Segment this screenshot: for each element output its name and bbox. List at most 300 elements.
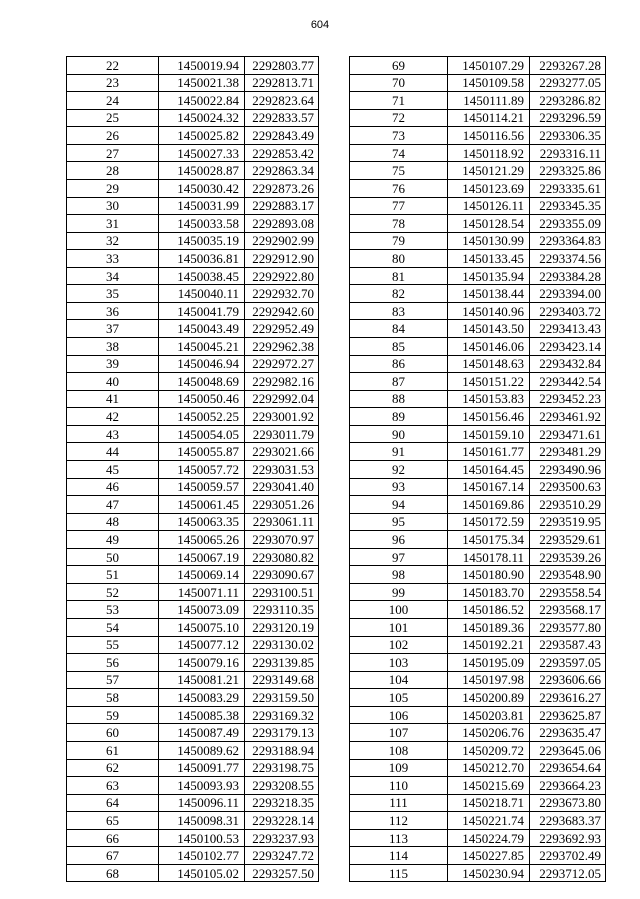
coordinate-x-cell: 1450203.81 bbox=[448, 706, 530, 724]
coordinate-y-cell: 2292992.04 bbox=[245, 390, 319, 408]
table-row bbox=[67, 215, 319, 233]
table-row bbox=[67, 267, 319, 285]
point-number-cell: 106 bbox=[350, 706, 448, 724]
coordinate-y-cell: 2293120.19 bbox=[245, 619, 319, 637]
point-number-cell: 41 bbox=[67, 390, 159, 408]
coordinate-y-cell: 2293673.80 bbox=[530, 794, 606, 812]
point-number-cell: 109 bbox=[350, 759, 448, 777]
coordinate-x-cell: 1450069.14 bbox=[159, 566, 245, 584]
coordinate-x-cell: 1450116.56 bbox=[448, 127, 530, 145]
coordinate-x-cell: 1450096.11 bbox=[159, 794, 245, 812]
point-number-cell: 115 bbox=[350, 864, 448, 882]
coordinate-x-cell: 1450172.59 bbox=[448, 513, 530, 531]
coordinate-x-cell: 1450050.46 bbox=[159, 390, 245, 408]
table-row bbox=[350, 338, 606, 356]
point-number-cell: 96 bbox=[350, 531, 448, 549]
table-row bbox=[350, 390, 606, 408]
coordinate-y-cell: 2293712.05 bbox=[530, 864, 606, 882]
table-row bbox=[67, 794, 319, 812]
point-number-cell: 95 bbox=[350, 513, 448, 531]
coordinate-x-cell: 1450045.21 bbox=[159, 338, 245, 356]
coordinate-y-cell: 2293403.72 bbox=[530, 302, 606, 320]
table-row bbox=[67, 144, 319, 162]
point-number-cell: 32 bbox=[67, 232, 159, 250]
coordinate-y-cell: 2293413.43 bbox=[530, 320, 606, 338]
coordinate-y-cell: 2293558.54 bbox=[530, 583, 606, 601]
coordinate-y-cell: 2293384.28 bbox=[530, 267, 606, 285]
coordinate-y-cell: 2293432.84 bbox=[530, 355, 606, 373]
coordinate-y-cell: 2293692.93 bbox=[530, 829, 606, 847]
point-number-cell: 98 bbox=[350, 566, 448, 584]
table-row bbox=[350, 92, 606, 110]
table-row bbox=[350, 302, 606, 320]
coordinate-y-cell: 2293345.35 bbox=[530, 197, 606, 215]
coordinate-x-cell: 1450043.49 bbox=[159, 320, 245, 338]
table-row bbox=[67, 302, 319, 320]
point-number-cell: 90 bbox=[350, 425, 448, 443]
table-row bbox=[67, 338, 319, 356]
table-row bbox=[67, 654, 319, 672]
table-row bbox=[350, 197, 606, 215]
coordinate-y-cell: 2293577.80 bbox=[530, 619, 606, 637]
table-row bbox=[350, 443, 606, 461]
table-row bbox=[350, 267, 606, 285]
point-number-cell: 56 bbox=[67, 654, 159, 672]
coordinate-x-cell: 1450057.72 bbox=[159, 460, 245, 478]
coordinate-y-cell: 2293041.40 bbox=[245, 478, 319, 496]
coordinate-x-cell: 1450218.71 bbox=[448, 794, 530, 812]
point-number-cell: 104 bbox=[350, 671, 448, 689]
coordinate-y-cell: 2292823.64 bbox=[245, 92, 319, 110]
table-row bbox=[67, 636, 319, 654]
point-number-cell: 45 bbox=[67, 460, 159, 478]
coordinate-y-cell: 2292932.70 bbox=[245, 285, 319, 303]
table-row bbox=[350, 285, 606, 303]
coordinate-x-cell: 1450102.77 bbox=[159, 847, 245, 865]
coordinate-y-cell: 2292922.80 bbox=[245, 267, 319, 285]
point-number-cell: 78 bbox=[350, 215, 448, 233]
coordinate-x-cell: 1450114.21 bbox=[448, 109, 530, 127]
coordinate-x-cell: 1450075.10 bbox=[159, 619, 245, 637]
coordinate-y-cell: 2293442.54 bbox=[530, 373, 606, 391]
table-row bbox=[67, 425, 319, 443]
coordinate-x-cell: 1450107.29 bbox=[448, 57, 530, 75]
coordinate-x-cell: 1450022.84 bbox=[159, 92, 245, 110]
point-number-cell: 102 bbox=[350, 636, 448, 654]
coordinate-y-cell: 2293130.02 bbox=[245, 636, 319, 654]
coordinate-x-cell: 1450148.63 bbox=[448, 355, 530, 373]
coordinate-x-cell: 1450083.29 bbox=[159, 689, 245, 707]
point-number-cell: 23 bbox=[67, 74, 159, 92]
coordinate-y-cell: 2293539.26 bbox=[530, 548, 606, 566]
table-row bbox=[350, 636, 606, 654]
point-number-cell: 111 bbox=[350, 794, 448, 812]
coordinate-y-cell: 2292893.08 bbox=[245, 215, 319, 233]
coordinate-y-cell: 2293481.29 bbox=[530, 443, 606, 461]
table-row bbox=[67, 408, 319, 426]
point-number-cell: 103 bbox=[350, 654, 448, 672]
table-row bbox=[350, 619, 606, 637]
point-number-cell: 75 bbox=[350, 162, 448, 180]
coordinate-y-cell: 2292863.34 bbox=[245, 162, 319, 180]
coordinate-y-cell: 2293635.47 bbox=[530, 724, 606, 742]
coordinate-y-cell: 2293529.61 bbox=[530, 531, 606, 549]
coordinate-y-cell: 2292902.99 bbox=[245, 232, 319, 250]
coordinate-x-cell: 1450169.86 bbox=[448, 496, 530, 514]
coordinate-x-cell: 1450024.32 bbox=[159, 109, 245, 127]
table-row bbox=[67, 812, 319, 830]
point-number-cell: 55 bbox=[67, 636, 159, 654]
coordinate-y-cell: 2293364.83 bbox=[530, 232, 606, 250]
table-row bbox=[350, 777, 606, 795]
coordinate-x-cell: 1450073.09 bbox=[159, 601, 245, 619]
coordinate-x-cell: 1450215.69 bbox=[448, 777, 530, 795]
table-row bbox=[350, 127, 606, 145]
coordinate-x-cell: 1450028.87 bbox=[159, 162, 245, 180]
coordinate-x-cell: 1450167.14 bbox=[448, 478, 530, 496]
coordinate-y-cell: 2293208.55 bbox=[245, 777, 319, 795]
coordinate-y-cell: 2293228.14 bbox=[245, 812, 319, 830]
point-number-cell: 85 bbox=[350, 338, 448, 356]
point-number-cell: 64 bbox=[67, 794, 159, 812]
point-number-cell: 47 bbox=[67, 496, 159, 514]
table-row bbox=[67, 285, 319, 303]
point-number-cell: 87 bbox=[350, 373, 448, 391]
coordinate-y-cell: 2293490.96 bbox=[530, 460, 606, 478]
coordinate-y-cell: 2292972.27 bbox=[245, 355, 319, 373]
coordinate-x-cell: 1450067.19 bbox=[159, 548, 245, 566]
table-row bbox=[350, 829, 606, 847]
coordinate-y-cell: 2292803.77 bbox=[245, 57, 319, 75]
table-row bbox=[67, 232, 319, 250]
coordinate-y-cell: 2293051.26 bbox=[245, 496, 319, 514]
table-row bbox=[350, 478, 606, 496]
coordinate-y-cell: 2293267.28 bbox=[530, 57, 606, 75]
coordinate-x-cell: 1450140.96 bbox=[448, 302, 530, 320]
coordinate-x-cell: 1450054.05 bbox=[159, 425, 245, 443]
table-row bbox=[350, 847, 606, 865]
table-row bbox=[67, 706, 319, 724]
point-number-cell: 43 bbox=[67, 425, 159, 443]
coordinate-y-cell: 2293031.53 bbox=[245, 460, 319, 478]
table-row bbox=[67, 689, 319, 707]
coordinate-x-cell: 1450081.21 bbox=[159, 671, 245, 689]
table-row bbox=[67, 460, 319, 478]
table-row bbox=[350, 215, 606, 233]
point-number-cell: 65 bbox=[67, 812, 159, 830]
coordinate-x-cell: 1450063.35 bbox=[159, 513, 245, 531]
coordinate-x-cell: 1450135.94 bbox=[448, 267, 530, 285]
coordinate-y-cell: 2293325.86 bbox=[530, 162, 606, 180]
point-number-cell: 50 bbox=[67, 548, 159, 566]
coordinate-x-cell: 1450048.69 bbox=[159, 373, 245, 391]
point-number-cell: 58 bbox=[67, 689, 159, 707]
coordinate-x-cell: 1450128.54 bbox=[448, 215, 530, 233]
point-number-cell: 63 bbox=[67, 777, 159, 795]
table-row bbox=[350, 601, 606, 619]
table-row bbox=[67, 777, 319, 795]
table-row bbox=[67, 496, 319, 514]
coordinate-y-cell: 2293011.79 bbox=[245, 425, 319, 443]
point-number-cell: 53 bbox=[67, 601, 159, 619]
table-row bbox=[67, 320, 319, 338]
coordinate-x-cell: 1450209.72 bbox=[448, 741, 530, 759]
coordinate-x-cell: 1450123.69 bbox=[448, 179, 530, 197]
table-row bbox=[350, 654, 606, 672]
coordinate-y-cell: 2293702.49 bbox=[530, 847, 606, 865]
point-number-cell: 68 bbox=[67, 864, 159, 882]
table-row bbox=[350, 250, 606, 268]
coordinate-x-cell: 1450178.11 bbox=[448, 548, 530, 566]
coordinate-x-cell: 1450111.89 bbox=[448, 92, 530, 110]
coordinate-x-cell: 1450151.22 bbox=[448, 373, 530, 391]
coordinate-y-cell: 2293090.67 bbox=[245, 566, 319, 584]
point-number-cell: 22 bbox=[67, 57, 159, 75]
coordinate-y-cell: 2292942.60 bbox=[245, 302, 319, 320]
coordinate-y-cell: 2293374.56 bbox=[530, 250, 606, 268]
table-row bbox=[350, 513, 606, 531]
table-row bbox=[350, 548, 606, 566]
point-number-cell: 51 bbox=[67, 566, 159, 584]
point-number-cell: 48 bbox=[67, 513, 159, 531]
coordinate-x-cell: 1450206.76 bbox=[448, 724, 530, 742]
coordinate-x-cell: 1450118.92 bbox=[448, 144, 530, 162]
coordinate-y-cell: 2293500.63 bbox=[530, 478, 606, 496]
table-row bbox=[67, 109, 319, 127]
table-row bbox=[350, 408, 606, 426]
point-number-cell: 92 bbox=[350, 460, 448, 478]
coordinate-y-cell: 2293461.92 bbox=[530, 408, 606, 426]
table-row bbox=[350, 741, 606, 759]
table-row bbox=[67, 179, 319, 197]
coordinate-x-cell: 1450126.11 bbox=[448, 197, 530, 215]
coordinate-x-cell: 1450230.94 bbox=[448, 864, 530, 882]
coordinate-x-cell: 1450041.79 bbox=[159, 302, 245, 320]
coordinate-y-cell: 2292853.42 bbox=[245, 144, 319, 162]
coordinate-y-cell: 2293237.93 bbox=[245, 829, 319, 847]
point-number-cell: 112 bbox=[350, 812, 448, 830]
coordinate-x-cell: 1450046.94 bbox=[159, 355, 245, 373]
coordinate-x-cell: 1450195.09 bbox=[448, 654, 530, 672]
coordinate-x-cell: 1450033.58 bbox=[159, 215, 245, 233]
coordinate-x-cell: 1450224.79 bbox=[448, 829, 530, 847]
coordinate-x-cell: 1450200.89 bbox=[448, 689, 530, 707]
table-row bbox=[67, 671, 319, 689]
table-row bbox=[67, 566, 319, 584]
coordinate-y-cell: 2293654.64 bbox=[530, 759, 606, 777]
point-number-cell: 24 bbox=[67, 92, 159, 110]
coordinate-y-cell: 2293645.06 bbox=[530, 741, 606, 759]
coordinate-y-cell: 2292843.49 bbox=[245, 127, 319, 145]
table-row bbox=[67, 864, 319, 882]
point-number-cell: 101 bbox=[350, 619, 448, 637]
coordinate-y-cell: 2293568.17 bbox=[530, 601, 606, 619]
table-row bbox=[350, 531, 606, 549]
coordinate-x-cell: 1450153.83 bbox=[448, 390, 530, 408]
coordinate-y-cell: 2293159.50 bbox=[245, 689, 319, 707]
table-row bbox=[350, 864, 606, 882]
coordinate-x-cell: 1450025.82 bbox=[159, 127, 245, 145]
point-number-cell: 44 bbox=[67, 443, 159, 461]
table-row bbox=[350, 460, 606, 478]
table-row bbox=[67, 57, 319, 75]
coordinate-y-cell: 2293247.72 bbox=[245, 847, 319, 865]
table-row bbox=[67, 531, 319, 549]
coordinate-x-cell: 1450197.98 bbox=[448, 671, 530, 689]
coordinate-y-cell: 2293100.51 bbox=[245, 583, 319, 601]
coordinate-x-cell: 1450192.21 bbox=[448, 636, 530, 654]
coordinate-x-cell: 1450133.45 bbox=[448, 250, 530, 268]
coordinate-y-cell: 2293296.59 bbox=[530, 109, 606, 127]
coordinate-y-cell: 2293587.43 bbox=[530, 636, 606, 654]
coordinates-table-right bbox=[349, 56, 606, 882]
coordinate-x-cell: 1450109.58 bbox=[448, 74, 530, 92]
coordinate-x-cell: 1450183.70 bbox=[448, 583, 530, 601]
coordinate-y-cell: 2293021.66 bbox=[245, 443, 319, 461]
table-row bbox=[67, 373, 319, 391]
coordinate-y-cell: 2293625.87 bbox=[530, 706, 606, 724]
coordinate-y-cell: 2293188.94 bbox=[245, 741, 319, 759]
table-row bbox=[67, 513, 319, 531]
coordinate-x-cell: 1450071.11 bbox=[159, 583, 245, 601]
coordinate-x-cell: 1450079.16 bbox=[159, 654, 245, 672]
table-row bbox=[350, 320, 606, 338]
table-row bbox=[67, 759, 319, 777]
point-number-cell: 77 bbox=[350, 197, 448, 215]
coordinate-y-cell: 2293423.14 bbox=[530, 338, 606, 356]
coordinate-y-cell: 2293001.92 bbox=[245, 408, 319, 426]
coordinate-y-cell: 2293169.32 bbox=[245, 706, 319, 724]
coordinate-x-cell: 1450161.77 bbox=[448, 443, 530, 461]
coordinate-x-cell: 1450156.46 bbox=[448, 408, 530, 426]
point-number-cell: 37 bbox=[67, 320, 159, 338]
point-number-cell: 100 bbox=[350, 601, 448, 619]
coordinate-y-cell: 2293080.82 bbox=[245, 548, 319, 566]
point-number-cell: 70 bbox=[350, 74, 448, 92]
point-number-cell: 71 bbox=[350, 92, 448, 110]
coordinate-x-cell: 1450093.93 bbox=[159, 777, 245, 795]
coordinate-x-cell: 1450085.38 bbox=[159, 706, 245, 724]
coordinates-table-left bbox=[66, 56, 319, 882]
table-row bbox=[67, 197, 319, 215]
table-row bbox=[350, 706, 606, 724]
table-row bbox=[350, 57, 606, 75]
coordinate-y-cell: 2292962.38 bbox=[245, 338, 319, 356]
table-row bbox=[350, 144, 606, 162]
coordinate-y-cell: 2293316.11 bbox=[530, 144, 606, 162]
point-number-cell: 84 bbox=[350, 320, 448, 338]
table-row bbox=[350, 583, 606, 601]
coordinate-x-cell: 1450027.33 bbox=[159, 144, 245, 162]
point-number-cell: 83 bbox=[350, 302, 448, 320]
point-number-cell: 80 bbox=[350, 250, 448, 268]
point-number-cell: 36 bbox=[67, 302, 159, 320]
coordinate-x-cell: 1450212.70 bbox=[448, 759, 530, 777]
table-row bbox=[67, 548, 319, 566]
point-number-cell: 61 bbox=[67, 741, 159, 759]
point-number-cell: 107 bbox=[350, 724, 448, 742]
point-number-cell: 114 bbox=[350, 847, 448, 865]
coordinate-y-cell: 2293277.05 bbox=[530, 74, 606, 92]
coordinate-y-cell: 2292813.71 bbox=[245, 74, 319, 92]
coordinate-x-cell: 1450091.77 bbox=[159, 759, 245, 777]
point-number-cell: 27 bbox=[67, 144, 159, 162]
point-number-cell: 99 bbox=[350, 583, 448, 601]
coordinate-x-cell: 1450164.45 bbox=[448, 460, 530, 478]
point-number-cell: 66 bbox=[67, 829, 159, 847]
point-number-cell: 76 bbox=[350, 179, 448, 197]
table-row bbox=[350, 373, 606, 391]
table-row bbox=[350, 794, 606, 812]
table-row bbox=[67, 478, 319, 496]
point-number-cell: 82 bbox=[350, 285, 448, 303]
point-number-cell: 60 bbox=[67, 724, 159, 742]
coordinate-x-cell: 1450130.99 bbox=[448, 232, 530, 250]
point-number-cell: 31 bbox=[67, 215, 159, 233]
table-row bbox=[67, 619, 319, 637]
coordinate-y-cell: 2293471.61 bbox=[530, 425, 606, 443]
point-number-cell: 40 bbox=[67, 373, 159, 391]
coordinate-y-cell: 2293597.05 bbox=[530, 654, 606, 672]
table-row bbox=[350, 232, 606, 250]
point-number-cell: 72 bbox=[350, 109, 448, 127]
coordinate-x-cell: 1450098.31 bbox=[159, 812, 245, 830]
coordinate-x-cell: 1450055.87 bbox=[159, 443, 245, 461]
point-number-cell: 54 bbox=[67, 619, 159, 637]
point-number-cell: 88 bbox=[350, 390, 448, 408]
coordinate-y-cell: 2293548.90 bbox=[530, 566, 606, 584]
table-row bbox=[67, 741, 319, 759]
point-number-cell: 86 bbox=[350, 355, 448, 373]
table-row bbox=[67, 162, 319, 180]
table-row bbox=[67, 847, 319, 865]
point-number-cell: 52 bbox=[67, 583, 159, 601]
table-row bbox=[350, 355, 606, 373]
point-number-cell: 79 bbox=[350, 232, 448, 250]
table-row bbox=[350, 425, 606, 443]
point-number-cell: 62 bbox=[67, 759, 159, 777]
coordinate-x-cell: 1450159.10 bbox=[448, 425, 530, 443]
coordinate-y-cell: 2293070.97 bbox=[245, 531, 319, 549]
table-row bbox=[350, 759, 606, 777]
point-number-cell: 108 bbox=[350, 741, 448, 759]
coordinate-x-cell: 1450077.12 bbox=[159, 636, 245, 654]
coordinate-y-cell: 2293510.29 bbox=[530, 496, 606, 514]
coordinate-x-cell: 1450100.53 bbox=[159, 829, 245, 847]
point-number-cell: 94 bbox=[350, 496, 448, 514]
table-row bbox=[350, 566, 606, 584]
coordinate-x-cell: 1450227.85 bbox=[448, 847, 530, 865]
coordinate-x-cell: 1450021.38 bbox=[159, 74, 245, 92]
point-number-cell: 69 bbox=[350, 57, 448, 75]
coordinate-x-cell: 1450061.45 bbox=[159, 496, 245, 514]
point-number-cell: 110 bbox=[350, 777, 448, 795]
coordinate-x-cell: 1450221.74 bbox=[448, 812, 530, 830]
point-number-cell: 28 bbox=[67, 162, 159, 180]
point-number-cell: 26 bbox=[67, 127, 159, 145]
table-row bbox=[350, 179, 606, 197]
coordinate-y-cell: 2293355.09 bbox=[530, 215, 606, 233]
coordinate-x-cell: 1450189.36 bbox=[448, 619, 530, 637]
coordinate-x-cell: 1450180.90 bbox=[448, 566, 530, 584]
table-row bbox=[350, 689, 606, 707]
table-row bbox=[350, 109, 606, 127]
point-number-cell: 57 bbox=[67, 671, 159, 689]
table-row bbox=[67, 92, 319, 110]
page-number: 604 bbox=[310, 19, 330, 31]
coordinate-x-cell: 1450052.25 bbox=[159, 408, 245, 426]
point-number-cell: 35 bbox=[67, 285, 159, 303]
